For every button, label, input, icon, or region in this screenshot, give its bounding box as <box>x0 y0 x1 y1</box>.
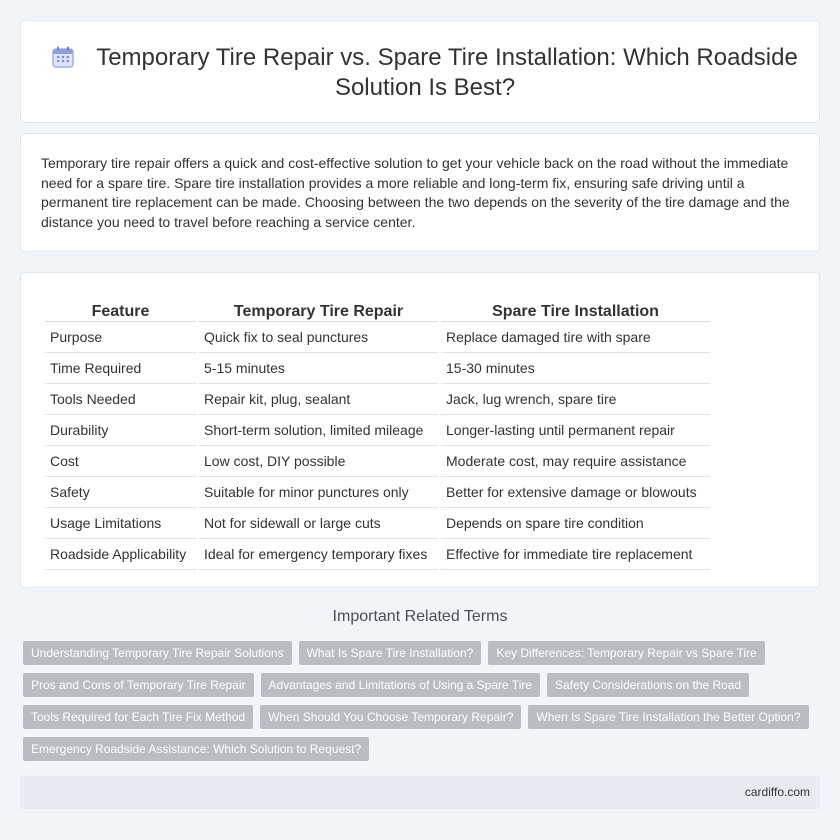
cell-spare: Depends on spare tire condition <box>441 508 710 539</box>
related-term-chip[interactable]: Pros and Cons of Temporary Tire Repair <box>23 673 254 697</box>
footer-site-name: cardiffo.com <box>744 785 810 799</box>
cell-feature: Usage Limitations <box>45 508 196 539</box>
related-term-chip[interactable]: What Is Spare Tire Installation? <box>299 641 482 665</box>
page-title-wrap <box>51 43 799 103</box>
table-row <box>45 477 710 508</box>
calendar-icon <box>52 46 74 68</box>
related-term-chip[interactable]: When Should You Choose Temporary Repair? <box>260 705 521 729</box>
related-term-chip[interactable]: Emergency Roadside Assistance: Which Solution to Request? <box>23 737 369 761</box>
table-row <box>45 446 710 477</box>
cell-temporary: Quick fix to seal punctures <box>199 322 438 353</box>
cell-spare: Effective for immediate tire replacement <box>441 539 710 570</box>
cell-feature: Time Required <box>45 353 196 384</box>
cell-feature: Safety <box>45 477 196 508</box>
cell-spare: Better for extensive damage or blowouts <box>441 477 710 508</box>
cell-feature: Durability <box>45 415 196 446</box>
related-terms-title: Important Related Terms <box>332 608 508 625</box>
cell-temporary: Repair kit, plug, sealant <box>199 384 438 415</box>
related-term-chip[interactable]: Advantages and Limitations of Using a Spare Tire <box>261 673 540 697</box>
intro-paragraph: Temporary tire repair offers a quick and cost-effective solution to get your vehicle back on the road without the immediate need for a spare tire. Spare tire installation provides a more reliable and long-term fix, ensuring safe driving until a permanent tire replacement can be made. Choosing between the two depends on the severity of the tire damage and the distance you need to travel before reaching a service center. <box>41 155 790 230</box>
page-title: Temporary Tire Repair vs. Spare Tire Installation: Which Roadside Solution Is Best? <box>96 44 798 101</box>
related-term-chip[interactable]: Tools Required for Each Tire Fix Method <box>23 705 253 729</box>
cell-feature: Tools Needed <box>45 384 196 415</box>
cell-temporary: Low cost, DIY possible <box>199 446 438 477</box>
table-row <box>45 539 710 570</box>
cell-spare: Moderate cost, may require assistance <box>441 446 710 477</box>
cell-feature: Roadside Applicability <box>45 539 196 570</box>
header-temporary-repair: Temporary Tire Repair <box>199 295 438 322</box>
related-term-chip[interactable]: When Is Spare Tire Installation the Better Option? <box>528 705 808 729</box>
cell-temporary: Not for sidewall or large cuts <box>199 508 438 539</box>
table-row <box>45 415 710 446</box>
cell-spare: Replace damaged tire with spare <box>441 322 710 353</box>
related-term-chip[interactable]: Key Differences: Temporary Repair vs Spare Tire <box>488 641 764 665</box>
cell-feature: Cost <box>45 446 196 477</box>
footer <box>20 776 820 809</box>
comparison-table <box>42 295 713 570</box>
title-card <box>20 20 820 123</box>
table-row <box>45 384 710 415</box>
cell-spare: 15-30 minutes <box>441 353 710 384</box>
cell-temporary: 5-15 minutes <box>199 353 438 384</box>
cell-feature: Purpose <box>45 322 196 353</box>
header-feature: Feature <box>45 295 196 322</box>
cell-temporary: Short-term solution, limited mileage <box>199 415 438 446</box>
cell-spare: Longer-lasting until permanent repair <box>441 415 710 446</box>
comparison-card <box>20 272 820 588</box>
related-term-chip[interactable]: Understanding Temporary Tire Repair Solutions <box>23 641 292 665</box>
intro-card <box>20 133 820 252</box>
cell-temporary: Suitable for minor punctures only <box>199 477 438 508</box>
table-row <box>45 353 710 384</box>
cell-spare: Jack, lug wrench, spare tire <box>441 384 710 415</box>
table-row <box>45 508 710 539</box>
table-row <box>45 322 710 353</box>
header-spare-installation: Spare Tire Installation <box>441 295 710 322</box>
table-header-row <box>45 295 710 322</box>
cell-temporary: Ideal for emergency temporary fixes <box>199 539 438 570</box>
related-term-chip[interactable]: Safety Considerations on the Road <box>547 673 749 697</box>
related-terms-list <box>23 641 823 769</box>
